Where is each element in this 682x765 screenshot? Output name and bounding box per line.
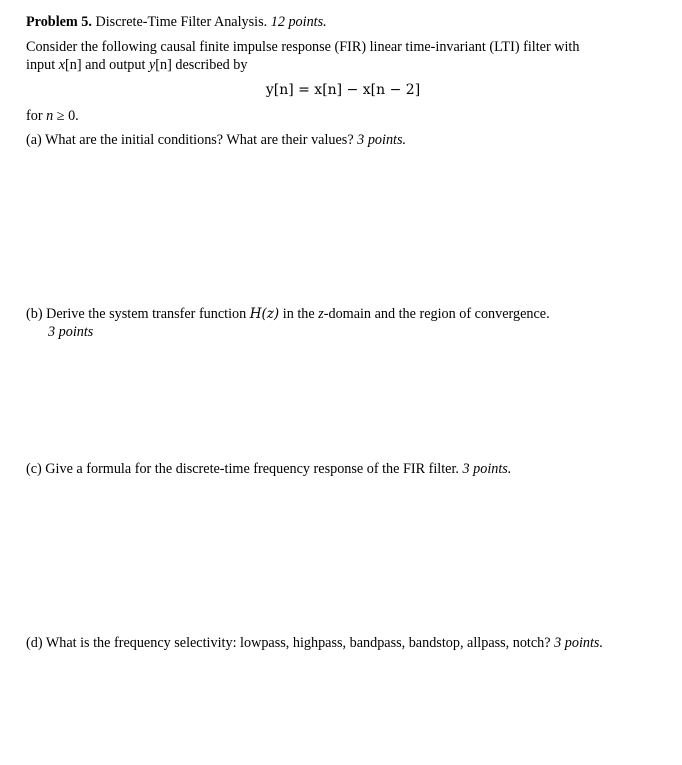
condition-variable: n: [46, 108, 54, 124]
output-index: [n]: [155, 57, 172, 73]
output-variable: y: [148, 57, 156, 73]
problem-points: 12 points.: [270, 14, 327, 30]
problem-heading: [26, 13, 327, 31]
part-b-text: (b) Derive the system transfer function: [26, 306, 250, 322]
intro-line-1: Consider the following causal finite impulse response (FIR) linear time-invariant (LTI) filter with: [26, 39, 580, 55]
condition-line: [26, 107, 79, 125]
problem-title: Discrete-Time Filter Analysis.: [95, 14, 268, 30]
intro-text: and output: [81, 57, 149, 73]
part-c-question: [26, 460, 511, 478]
part-a-question: [26, 131, 406, 149]
difference-equation: y[n] = x[n] − x[n − 2]: [265, 82, 421, 98]
input-variable: x: [58, 57, 66, 73]
part-a-points: 3 points.: [357, 132, 407, 148]
condition-text: ≥ 0.: [53, 108, 79, 124]
part-b-points: 3 points: [48, 324, 94, 340]
condition-text: for: [26, 108, 47, 124]
part-d-text: (d) What is the frequency selectivity: lowpass, highpass, bandpass, bandstop, allpass, notch?: [26, 635, 551, 651]
part-d-points: 3 points.: [554, 635, 603, 651]
input-index: [n]: [65, 57, 82, 73]
part-c-points: 3 points.: [462, 461, 512, 477]
intro-text: described by: [171, 57, 248, 73]
z-variable: z: [318, 306, 324, 322]
transfer-function: H(z): [249, 306, 280, 322]
part-b-text: -domain and the region of convergence.: [323, 306, 550, 322]
part-c-text: (c) Give a formula for the discrete-time frequency response of the FIR filter.: [26, 461, 459, 477]
problem-number: Problem 5.: [26, 14, 92, 30]
part-b-question: [26, 305, 550, 323]
part-d-question: [26, 634, 603, 652]
intro-line-2: [26, 56, 247, 74]
part-b-text: in the: [279, 306, 319, 322]
intro-text: input: [26, 57, 59, 73]
part-a-text: (a) What are the initial conditions? What are their values?: [26, 132, 354, 148]
